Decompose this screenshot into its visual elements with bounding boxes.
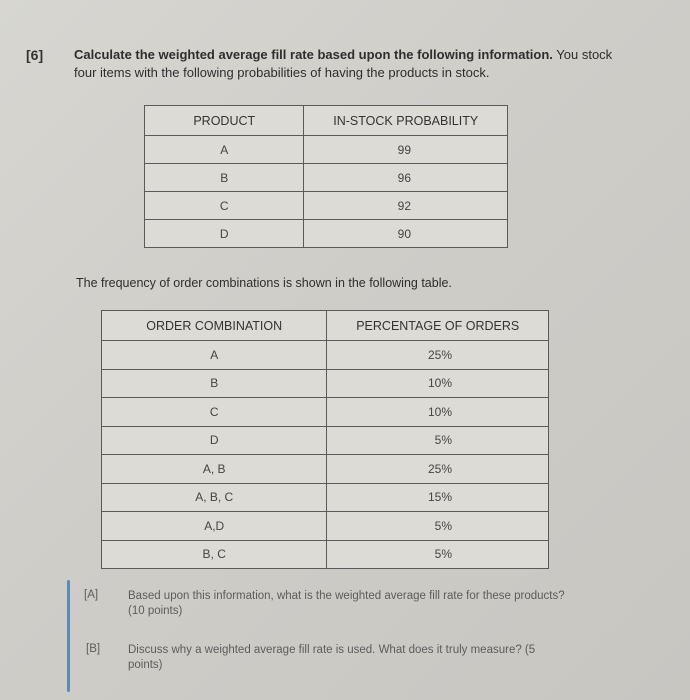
product-probability-table [144, 105, 508, 248]
product-cell: D [145, 220, 304, 248]
table-row [102, 540, 549, 569]
combination-cell: A [102, 341, 327, 370]
table-row [102, 483, 549, 512]
percentage-cell: 25% [327, 341, 549, 370]
percentage-cell: 10% [327, 369, 549, 398]
percentage-cell: 5% [327, 512, 549, 541]
product-cell: A [145, 136, 304, 164]
table-header-row [102, 311, 549, 341]
product-cell: C [145, 192, 304, 220]
combination-cell: C [102, 398, 327, 427]
table-row [145, 136, 508, 164]
part-a-label: [A] [84, 589, 99, 601]
part-b-label: [B] [86, 643, 101, 655]
table-row [102, 426, 549, 455]
frequency-intro-text: The frequency of order combinations is shown in the following table. [76, 276, 452, 290]
percentage-cell: 5% [327, 426, 549, 455]
column-header-combination: ORDER COMBINATION [102, 311, 327, 341]
combination-cell: D [102, 426, 327, 455]
question-prompt [74, 46, 674, 82]
table-row [102, 341, 549, 370]
table-row [145, 220, 508, 248]
combination-cell: A, B, C [102, 483, 327, 512]
percentage-cell: 15% [327, 483, 549, 512]
part-a-line2: (10 points) [128, 605, 183, 617]
combination-cell: B [102, 369, 327, 398]
column-header-percentage: PERCENTAGE OF ORDERS [327, 311, 549, 341]
table-row [145, 164, 508, 192]
percentage-cell: 25% [327, 455, 549, 484]
table-row [102, 455, 549, 484]
part-b-line2: points) [128, 659, 163, 671]
table-row [102, 512, 549, 541]
probability-cell: 99 [304, 136, 508, 164]
table-header-row [145, 106, 508, 136]
table-row [102, 398, 549, 427]
percentage-cell: 10% [327, 398, 549, 427]
question-bold-text: Calculate the weighted average fill rate based upon the following information. [74, 47, 553, 62]
margin-highlight-bar [67, 580, 70, 692]
question-number: [6] [26, 47, 44, 63]
product-cell: B [145, 164, 304, 192]
probability-cell: 96 [304, 164, 508, 192]
combination-cell: A, B [102, 455, 327, 484]
part-a-line1: Based upon this information, what is the weighted average fill rate for these products? [128, 590, 565, 602]
order-combination-table [101, 310, 549, 569]
part-b-text [128, 643, 648, 673]
table-row [145, 192, 508, 220]
percentage-cell: 5% [327, 540, 549, 569]
question-text-tail: You stock [552, 47, 613, 62]
part-b-line1: Discuss why a weighted average fill rate is used. What does it truly measure? (5 [128, 644, 536, 656]
column-header-probability: IN-STOCK PROBABILITY [304, 106, 508, 136]
probability-cell: 92 [304, 192, 508, 220]
combination-cell: B, C [102, 540, 327, 569]
question-text-line2: four items with the following probabilities of having the products in stock. [74, 65, 490, 80]
column-header-product: PRODUCT [145, 106, 304, 136]
combination-cell: A,D [102, 512, 327, 541]
probability-cell: 90 [304, 220, 508, 248]
table-row [102, 369, 549, 398]
part-a-text [128, 589, 648, 619]
